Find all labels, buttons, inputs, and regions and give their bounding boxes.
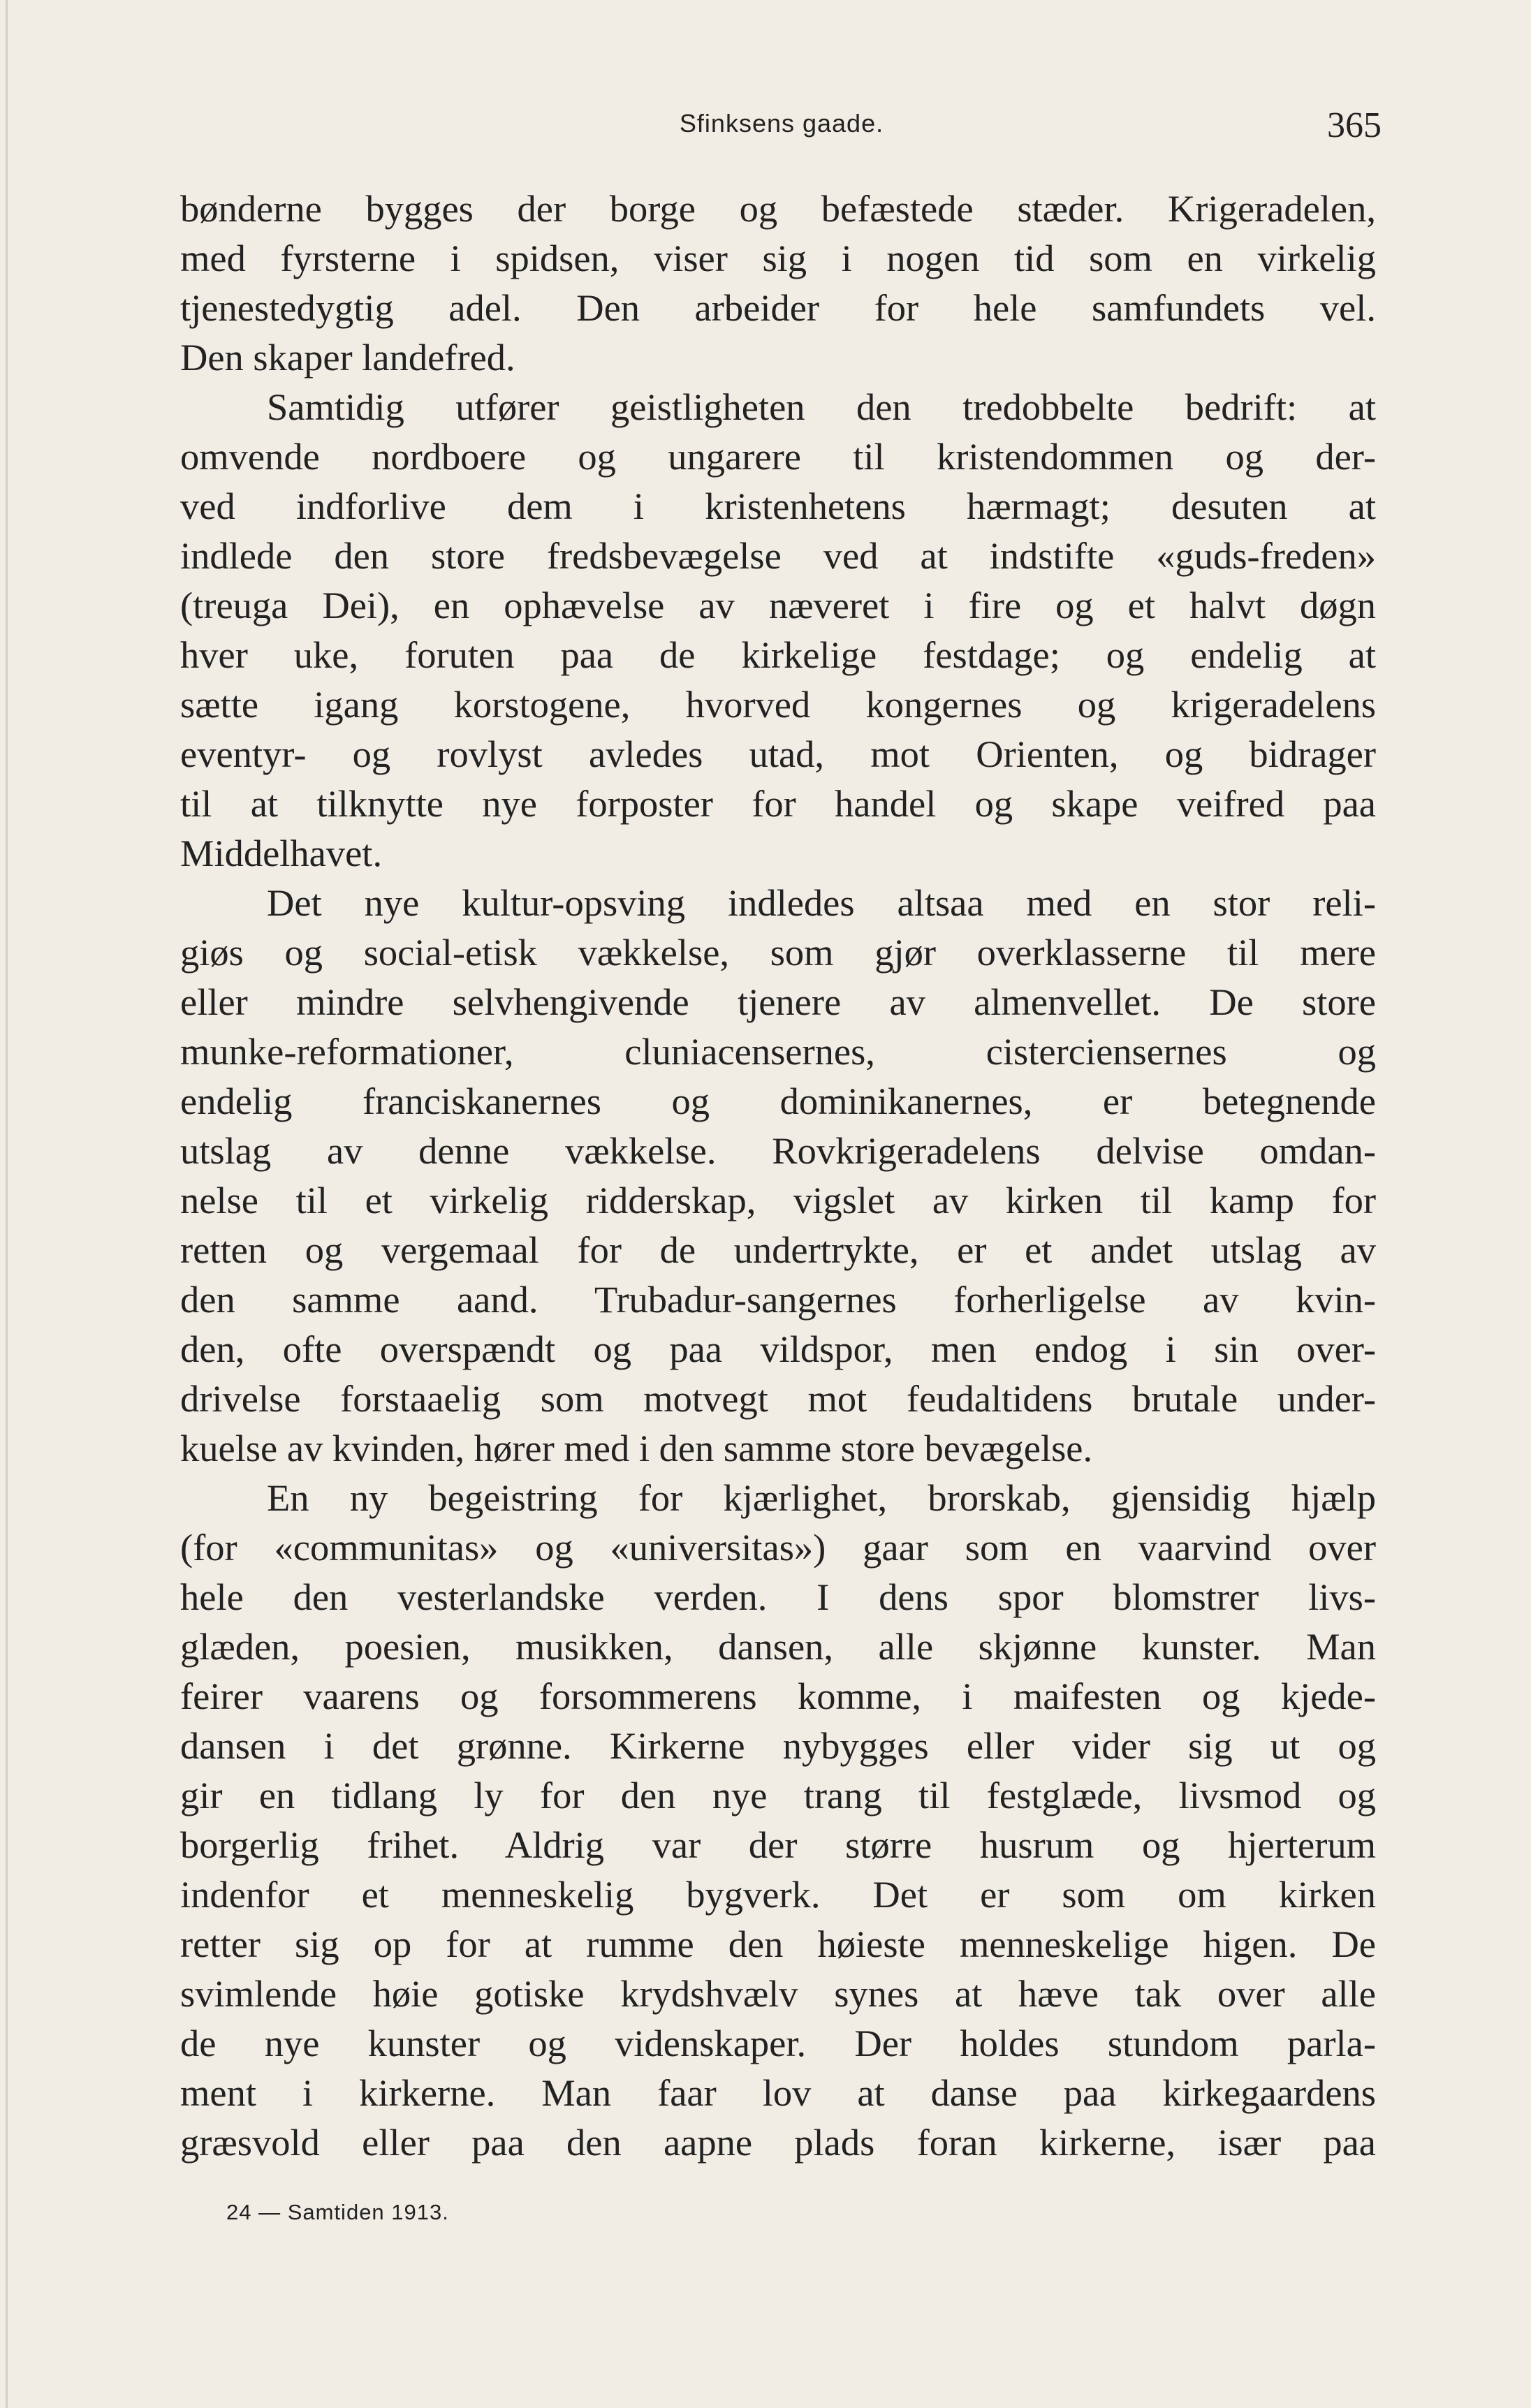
body-text [180, 184, 1376, 2167]
text-line: feirer vaarens og forsommerens komme, i maifesten og kjede- [180, 1675, 1376, 1717]
text-line: indlede den store fredsbevægelse ved at indstifte «guds-freden» [180, 534, 1376, 577]
text-line: ved indforlive dem i kristenhetens hærmagt; desuten at [180, 485, 1376, 527]
text-line: glæden, poesien, musikken, dansen, alle skjønne kunster. Man [180, 1625, 1376, 1668]
text-line: eventyr- og rovlyst avledes utad, mot Orienten, og bidrager [180, 733, 1376, 775]
page-edge-shadow [6, 0, 8, 2408]
page-number: 365 [1327, 105, 1382, 145]
text-line: nelse til et virkelig ridderskap, vigslet av kirken til kamp for [180, 1179, 1376, 1221]
text-line: Den skaper landefred. [180, 336, 515, 379]
text-line: drivelse forstaaelig som motvegt mot feudaltidens brutale under- [180, 1377, 1376, 1420]
text-line: ment i kirkerne. Man faar lov at danse paa kirkegaardens [180, 2071, 1376, 2114]
text-line: giøs og social-etisk vækkelse, som gjør overklasserne til mere [180, 931, 1376, 974]
text-line: tjenestedygtig adel. Den arbeider for hele samfundets vel. [180, 286, 1376, 329]
text-line: hver uke, foruten paa de kirkelige festdage; og endelig at [180, 633, 1376, 676]
text-line: omvende nordboere og ungarere til kristendommen og der- [180, 435, 1376, 478]
text-line: med fyrsterne i spidsen, viser sig i nogen tid som en virkelig [180, 237, 1376, 279]
text-line: retten og vergemaal for de undertrykte, er et andet utslag av [180, 1228, 1376, 1271]
text-line: svimlende høie gotiske krydshvælv synes at hæve tak over alle [180, 1972, 1376, 2015]
text-line: hele den vesterlandske verden. I dens spor blomstrer livs- [180, 1576, 1376, 1618]
text-line: bønderne bygges der borge og befæstede stæder. Krigeradelen, [180, 187, 1376, 230]
running-head: Sfinksens gaade. [679, 109, 884, 138]
text-line: dansen i det grønne. Kirkerne nybygges eller vider sig ut og [180, 1724, 1376, 1767]
text-line: eller mindre selvhengivende tjenere av almenvellet. De store [180, 981, 1376, 1023]
text-line: borgerlig frihet. Aldrig var der større husrum og hjerterum [180, 1823, 1376, 1866]
signature-mark: 24 — Samtiden 1913. [226, 2200, 449, 2224]
text-line: sætte igang korstogene, hvorved kongernes og krigeradelens [180, 683, 1376, 726]
text-line: gir en tidlang ly for den nye trang til festglæde, livsmod og [180, 1774, 1376, 1816]
text-line: munke-reformationer, cluniacensernes, cisterciensernes og [180, 1030, 1376, 1073]
text-line: kuelse av kvinden, hører med i den samme store bevægelse. [180, 1427, 1093, 1469]
paragraph-first-line: En ny begeistring for kjærlighet, brorskab, gjensidig hjælp [267, 1476, 1376, 1519]
text-line: græsvold eller paa den aapne plads foran kirkerne, især paa [180, 2121, 1376, 2164]
text-line: (treuga Dei), en ophævelse av næveret i fire og et halvt døgn [180, 584, 1376, 626]
text-line: utslag av denne vækkelse. Rovkrigeradelens delvise omdan- [180, 1129, 1376, 1172]
text-line: (for «communitas» og «universitas») gaar som en vaarvind over [180, 1526, 1376, 1569]
paragraph-first-line: Det nye kultur-opsving indledes altsaa med en stor reli- [267, 881, 1376, 924]
text-line: retter sig op for at rumme den høieste menneskelige higen. De [180, 1923, 1376, 1965]
text-line: de nye kunster og videnskaper. Der holdes stundom parla- [180, 2022, 1376, 2064]
text-line: den, ofte overspændt og paa vildspor, men endog i sin over- [180, 1328, 1376, 1370]
page-header [182, 105, 1382, 161]
text-line: indenfor et menneskelig bygverk. Det er som om kirken [180, 1873, 1376, 1916]
paragraph-first-line: Samtidig utfører geistligheten den tredobbelte bedrift: at [267, 386, 1376, 428]
text-line: Middelhavet. [180, 832, 383, 874]
text-line: endelig franciskanernes og dominikanernes, er betegnende [180, 1080, 1376, 1122]
text-line: til at tilknytte nye forposter for handel og skape veifred paa [180, 782, 1376, 825]
text-line: den samme aand. Trubadur-sangernes forherligelse av kvin- [180, 1278, 1376, 1321]
